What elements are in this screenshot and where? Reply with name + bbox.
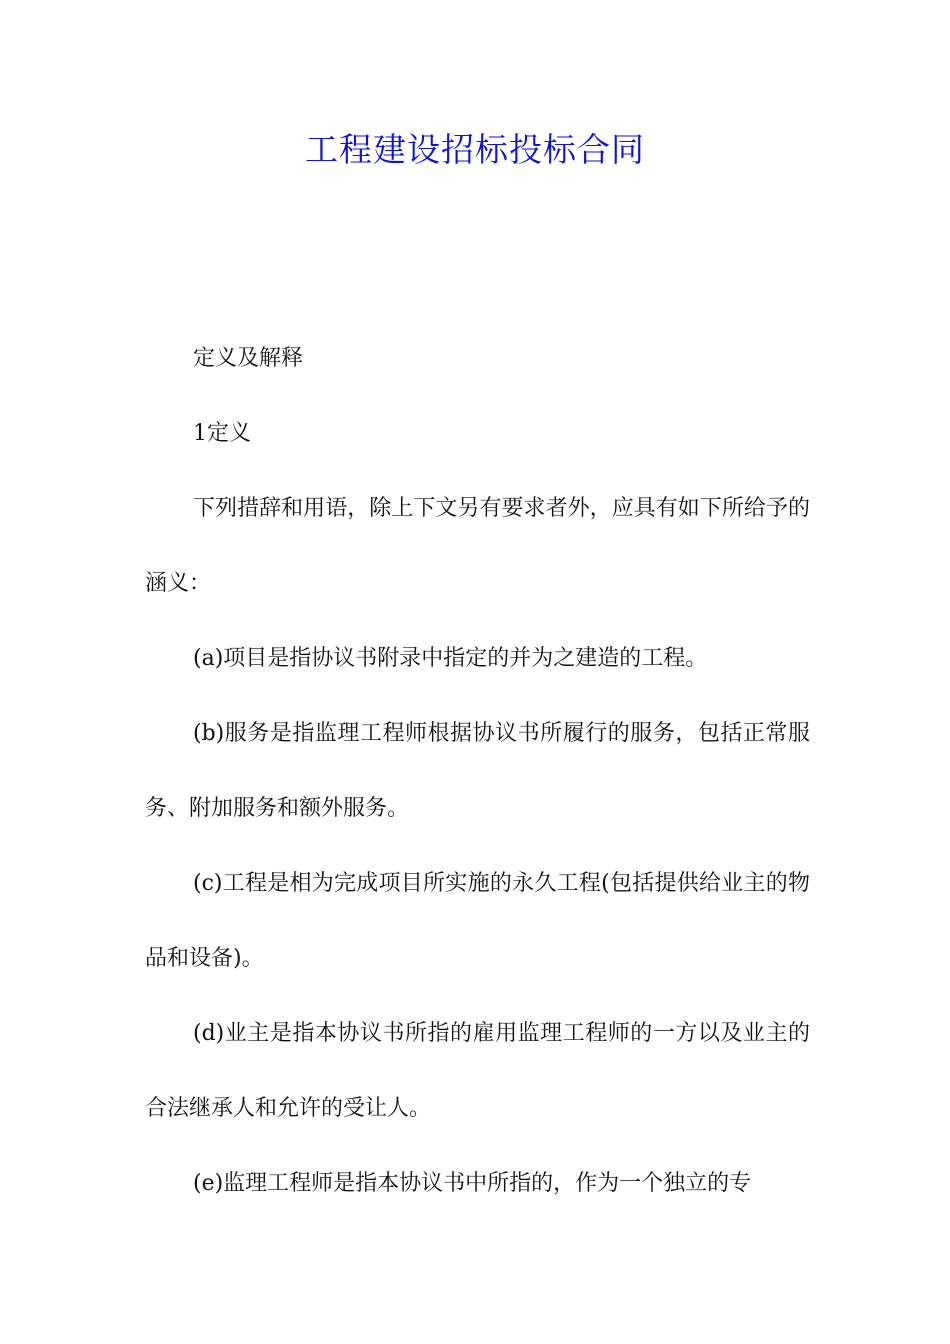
definition-item-e: (e)监理工程师是指本协议书中所指的，作为一个独立的专 xyxy=(193,1171,752,1196)
section-heading: 定义及解释 xyxy=(193,346,304,371)
document-title: 工程建设招标投标合同 xyxy=(305,130,645,169)
definition-item-b: (b)服务是指监理工程师根据协议书所履行的服务，包括正常服务、附加服务和额外服务。 xyxy=(145,721,810,821)
definition-item-d: (d)业主是指本协议书所指的雇用监理工程师的一方以及业主的合法继承人和允许的受让人。 xyxy=(145,1021,810,1121)
document-body xyxy=(145,321,810,1221)
body-paragraph: 下列措辞和用语，除上下文另有要求者外，应具有如下所给予的涵义： xyxy=(145,496,810,596)
definition-item-a: (a)项目是指协议书附录中指定的并为之建造的工程。 xyxy=(193,646,708,671)
clause-heading: 1定义 xyxy=(193,421,251,446)
definition-item-c: (c)工程是相为完成项目所实施的永久工程(包括提供给业主的物品和设备)。 xyxy=(145,871,810,971)
